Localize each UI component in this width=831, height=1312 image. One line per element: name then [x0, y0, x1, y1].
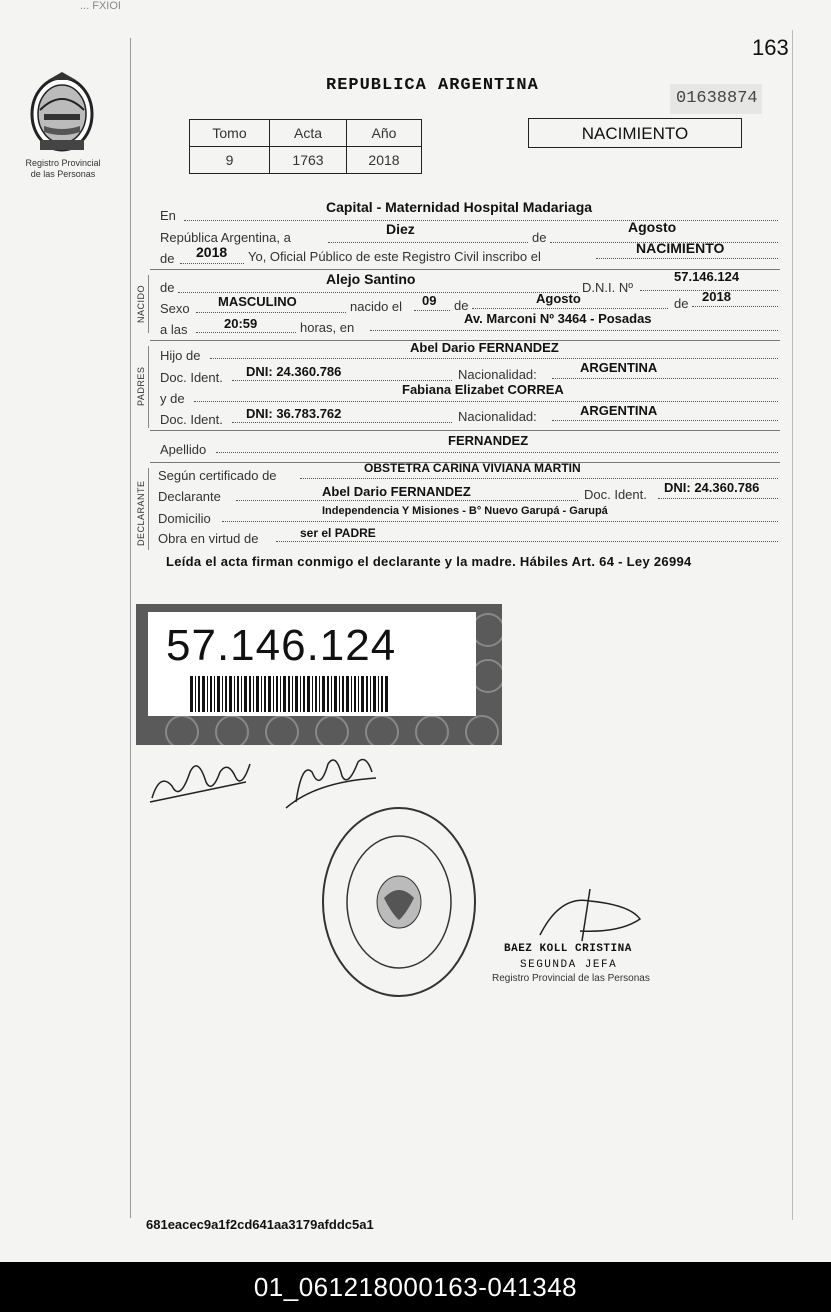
left-margin-line — [130, 38, 131, 1218]
nacido-de-label: de — [160, 280, 175, 295]
dotted-line — [210, 358, 778, 359]
header-acta: Acta — [270, 120, 347, 147]
oficial-text: Yo, Oficial Público de este Registro Civil inscribo el — [248, 249, 541, 264]
mother-nac-label: Nacionalidad: — [458, 409, 537, 424]
document-hash: 681eacec9a1f2cd641aa3179afddc5a1 — [146, 1217, 374, 1232]
birth-hour-value: 20:59 — [224, 316, 258, 331]
father-nac-value: ARGENTINA — [580, 360, 658, 375]
mother-doc-label: Doc. Ident. — [160, 412, 223, 427]
obra-value: ser el PADRE — [300, 526, 376, 540]
de-label: de — [532, 230, 547, 245]
child-dni-value: 57.146.124 — [674, 269, 740, 284]
padres-section-label: PADRES — [136, 366, 146, 406]
nacido-de-label-3: de — [674, 296, 689, 311]
hijo-de-label: Hijo de — [160, 348, 201, 363]
section-bar — [148, 346, 149, 428]
dotted-line — [178, 292, 578, 293]
certificado-label: Según certificado de — [158, 468, 277, 483]
section-divider — [150, 430, 780, 431]
closing-note: Leída el acta firman conmigo el declarante y la madre. Hábiles Art. 64 - Ley 26994 — [166, 554, 692, 569]
top-scribble: ... FXIOI — [80, 0, 121, 12]
official-office: Registro Provincial de las Personas — [492, 973, 650, 984]
barcode-icon — [190, 676, 388, 712]
child-name-value: Alejo Santino — [326, 271, 416, 287]
day-value: Diez — [386, 221, 415, 237]
dotted-line — [692, 306, 778, 307]
dotted-line — [196, 312, 346, 313]
value-acta: 1763 — [270, 147, 347, 174]
birth-place-value: Av. Marconi Nº 3464 - Posadas — [464, 311, 652, 326]
dotted-line — [596, 258, 778, 259]
folio-number: 163 — [752, 35, 789, 60]
obra-label: Obra en virtud de — [158, 531, 259, 546]
dotted-line — [196, 332, 296, 333]
right-margin-line — [792, 30, 793, 1220]
a-las-label: a las — [160, 322, 188, 337]
dotted-line — [300, 478, 778, 479]
dotted-line — [232, 380, 452, 381]
certificado-value: OBSTETRA CARINA VIVIANA MARTIN — [364, 461, 581, 475]
place-value: Capital - Maternidad Hospital Madariaga — [326, 199, 593, 215]
declarante-doc-label: Doc. Ident. — [584, 487, 647, 502]
official-signature — [520, 885, 660, 945]
dotted-line — [216, 452, 778, 453]
section-bar — [148, 468, 149, 550]
scan-id-footer: 01_061218000163-041348 — [0, 1262, 831, 1312]
dotted-line — [552, 378, 778, 379]
dotted-line — [194, 401, 778, 402]
logo-caption-line1: Registro Provincial — [25, 158, 101, 168]
dotted-line — [414, 310, 450, 311]
domicilio-value: Independencia Y Misiones - B° Nuevo Garupá - Garupá — [322, 505, 608, 517]
logo-caption — [15, 158, 111, 180]
dotted-line — [222, 521, 778, 522]
republica-label: República Argentina, a — [160, 230, 291, 245]
mother-nac-value: ARGENTINA — [580, 403, 658, 418]
en-label: En — [160, 208, 176, 223]
record-type-box: NACIMIENTO — [528, 118, 742, 148]
official-seal — [318, 802, 480, 1002]
declarante-section-label: DECLARANTE — [136, 480, 146, 546]
value-tomo: 9 — [190, 147, 270, 174]
birth-day-value: 09 — [422, 293, 437, 308]
dni-label: D.N.I. Nº — [582, 280, 633, 295]
coat-of-arms-icon — [26, 70, 98, 156]
inscribe-value: NACIMIENTO — [636, 240, 725, 256]
de-label-2: de — [160, 251, 175, 266]
dotted-line — [232, 422, 452, 423]
dotted-line — [328, 242, 528, 243]
father-nac-label: Nacionalidad: — [458, 367, 537, 382]
header-tomo: Tomo — [190, 120, 270, 147]
header-anio: Año — [347, 120, 422, 147]
dotted-line — [370, 330, 778, 331]
father-doc-value: DNI: 24.360.786 — [246, 364, 342, 379]
register-table — [189, 119, 422, 174]
dotted-line — [276, 541, 778, 542]
nacido-el-label: nacido el — [350, 299, 403, 314]
sexo-value: MASCULINO — [218, 294, 297, 309]
birth-year-value: 2018 — [702, 289, 731, 304]
serial-number: 01638874 — [670, 84, 762, 114]
declarante-value: Abel Dario FERNANDEZ — [322, 484, 471, 499]
dotted-line — [236, 500, 578, 501]
apellido-label: Apellido — [160, 442, 207, 457]
dotted-line — [658, 498, 778, 499]
horas-en-label: horas, en — [300, 320, 355, 335]
declarante-doc-value: DNI: 24.360.786 — [664, 480, 760, 495]
logo-caption-line2: de las Personas — [30, 169, 96, 179]
dotted-line — [184, 220, 778, 221]
official-name: BAEZ KOLL CRISTINA — [504, 943, 632, 955]
month-value: Agosto — [628, 219, 677, 235]
official-role: SEGUNDA JEFA — [520, 959, 618, 971]
section-bar — [148, 275, 149, 333]
mother-name-value: Fabiana Elizabet CORREA — [402, 382, 564, 397]
domicilio-label: Domicilio — [158, 511, 211, 526]
nacido-section-label: NACIDO — [136, 284, 146, 323]
declarante-label: Declarante — [158, 489, 221, 504]
year-value: 2018 — [196, 244, 228, 260]
dotted-line — [472, 308, 668, 309]
dni-sticker-number: 57.146.124 — [166, 621, 397, 670]
document-title: REPUBLICA ARGENTINA — [326, 76, 539, 95]
father-doc-label: Doc. Ident. — [160, 370, 223, 385]
y-de-label: y de — [160, 391, 185, 406]
value-anio: 2018 — [347, 147, 422, 174]
sexo-label: Sexo — [160, 301, 190, 316]
mother-doc-value: DNI: 36.783.762 — [246, 406, 342, 421]
birth-month-value: Agosto — [536, 291, 581, 306]
nacido-de-label-2: de — [454, 298, 469, 313]
dotted-line — [552, 420, 778, 421]
father-name-value: Abel Dario FERNANDEZ — [410, 340, 559, 355]
dotted-line — [180, 263, 244, 264]
apellido-value: FERNANDEZ — [448, 433, 529, 448]
